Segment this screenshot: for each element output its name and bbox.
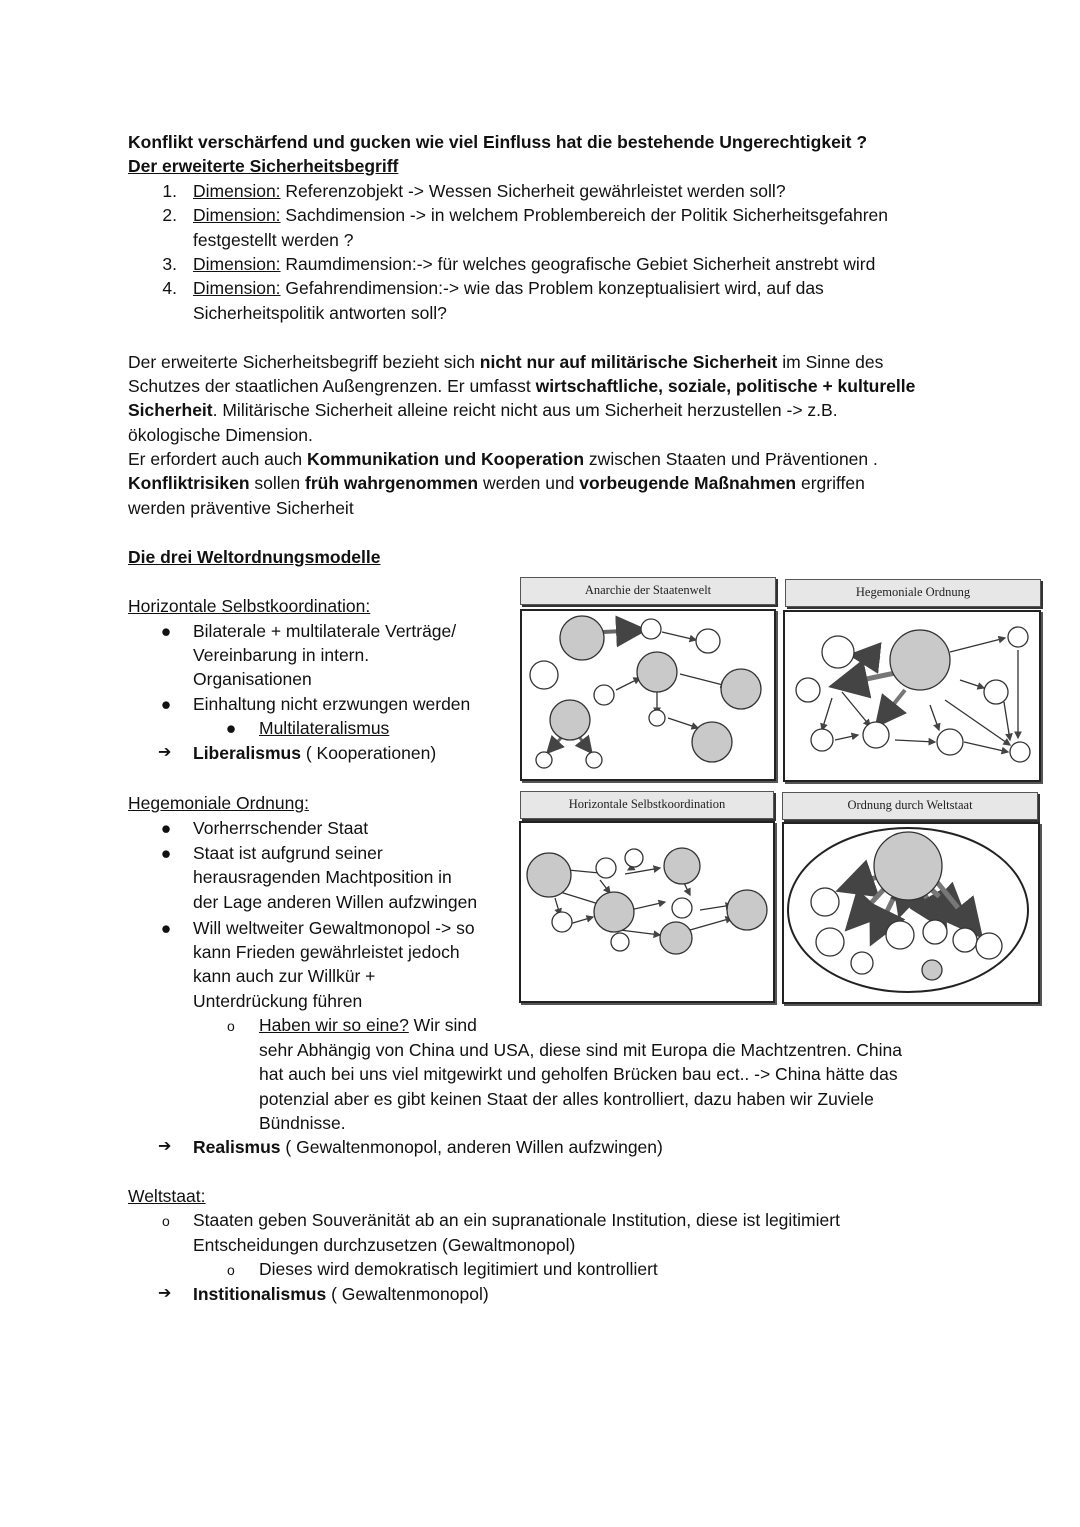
panel-title-hegemonial: Hegemoniale Ordnung (785, 579, 1041, 607)
bullet-icon: ● (160, 818, 172, 838)
sub-item: Dieses wird demokratisch legitimiert und kontrolliert (259, 1259, 658, 1279)
weltstaat-title: Weltstaat: (128, 1186, 206, 1206)
list-item-cont: Vereinbarung in intern. (193, 645, 370, 665)
dimension-item: Dimension: Gefahrendimension:-> wie das Problem konzeptualisiert wird, auf das (193, 278, 824, 298)
bullet-icon: ● (160, 694, 172, 714)
worldstate-graphic (788, 828, 1028, 992)
question-cont: sehr Abhängig von China und USA, diese sind mit Europa die Machtzentren. China (259, 1040, 903, 1060)
list-item-cont: Organisationen (193, 669, 312, 689)
list-item: Bilaterale + multilaterale Verträge/ (193, 621, 457, 641)
horizontal-title: Horizontale Selbstkoordination: (128, 596, 371, 616)
anarchy-graphic (530, 616, 761, 768)
hegemonial-graphic (796, 627, 1030, 762)
list-item-cont: Unterdrückung führen (193, 991, 363, 1011)
dimension-number: 2. (162, 205, 177, 225)
panel-title-anarchy: Anarchie der Staatenwelt (520, 577, 776, 605)
question-cont: hat auch bei uns viel mitgewirkt und geholfen Brücken bau ect.. -> China hätte das (259, 1064, 898, 1084)
bullet-icon: ● (160, 918, 172, 938)
bullet-icon: ● (225, 718, 237, 738)
list-item-cont: herausragenden Machtposition in (193, 867, 452, 887)
arrow-right-icon: ➔ (158, 1285, 172, 1302)
bullet-icon: ● (160, 843, 172, 863)
question-line: Haben wir so eine? Wir sind (259, 1015, 477, 1035)
list-item-cont: der Lage anderen Willen aufzwingen (193, 892, 478, 912)
result-line: Institionalismus ( Gewaltenmonopol) (193, 1284, 489, 1304)
dimension-item: Dimension: Referenzobjekt -> Wessen Sicherheit gewährleistet werden soll? (193, 181, 786, 201)
models-title: Die drei Weltordnungsmodelle (128, 547, 381, 567)
panel-title-worldstate: Ordnung durch Weltstaat (782, 792, 1038, 820)
heading-line: Konflikt verschärfend und gucken wie viel Einfluss hat die bestehende Ungerechtigkeit ? (128, 132, 868, 152)
circle-bullet-icon: o (227, 1262, 235, 1278)
question-cont: Bündnisse. (259, 1113, 346, 1133)
hegemonial-title: Hegemoniale Ordnung: (128, 793, 309, 813)
question-cont: potenzial aber es gibt keinen Staat der alles kontrolliert, dazu haben wir Zuviele (259, 1089, 874, 1109)
list-item: Vorherrschender Staat (193, 818, 369, 838)
result-line: Realismus ( Gewaltenmonopol, anderen Willen aufzwingen) (193, 1137, 663, 1157)
list-item-cont: kann auch zur Willkür + (193, 966, 376, 986)
result-line: Liberalismus ( Kooperationen) (193, 743, 437, 763)
dimension-item: Dimension: Sachdimension -> in welchem Problembereich der Politik Sicherheitsgefahren (193, 205, 889, 225)
arrow-right-icon: ➔ (158, 1138, 172, 1155)
horizontal-graphic (527, 848, 767, 954)
dimension-number: 3. (162, 254, 177, 274)
circle-bullet-icon: o (227, 1018, 235, 1034)
list-item: Staaten geben Souveränität ab an ein supranationale Institution, diese ist legitimiert (193, 1210, 840, 1230)
dimension-item-cont: festgestellt werden ? (193, 230, 354, 250)
dimension-item-cont: Sicherheitspolitik antworten soll? (193, 303, 447, 323)
dimension-item: Dimension: Raumdimension:-> für welches geografische Gebiet Sicherheit anstrebt wird (193, 254, 876, 274)
list-item: Einhaltung nicht erzwungen werden (193, 694, 471, 714)
list-item-cont: Entscheidungen durchzusetzen (Gewaltmonopol) (193, 1235, 576, 1255)
circle-bullet-icon: o (162, 1213, 170, 1229)
list-item: Will weltweiter Gewaltmonopol -> so (193, 918, 475, 938)
arrow-right-icon: ➔ (158, 744, 172, 761)
dimension-number: 1. (162, 181, 177, 201)
list-item: Staat ist aufgrund seiner (193, 843, 383, 863)
panel-title-horizontal: Horizontale Selbstkoordination (520, 791, 774, 819)
dimension-number: 4. (162, 278, 177, 298)
bullet-icon: ● (160, 621, 172, 641)
sub-item: Multilateralismus (259, 718, 390, 738)
list-item-cont: kann Frieden gewährleistet jedoch (193, 942, 460, 962)
security-title: Der erweiterte Sicherheitsbegriff (128, 156, 399, 176)
